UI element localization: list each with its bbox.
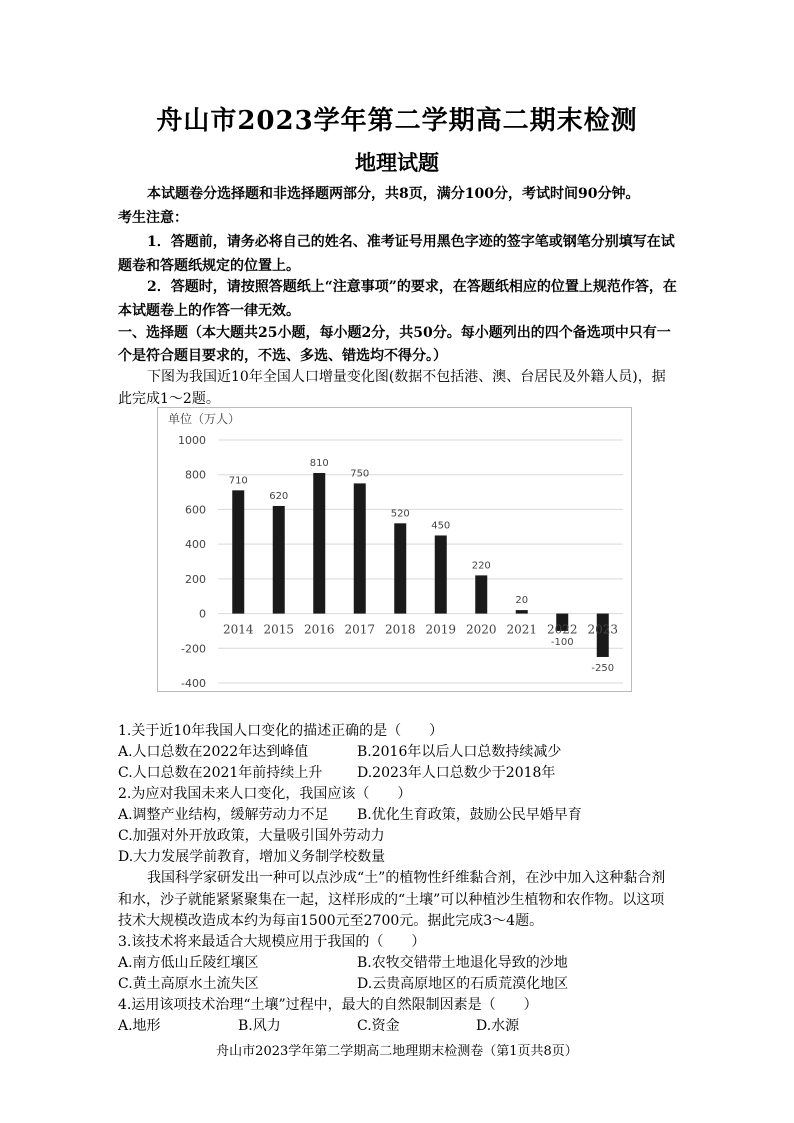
value-label: 710 — [228, 475, 248, 487]
x-tick-label: 2016 — [303, 622, 335, 637]
value-label: 220 — [471, 560, 491, 572]
value-label: -100 — [550, 636, 574, 648]
question-4: 4.运用该项技术治理“土壤”过程中，最大的自然限制因素是（ ） — [118, 997, 538, 1013]
y-tick-label: 400 — [185, 538, 206, 552]
y-tick-label: -200 — [181, 642, 206, 656]
q4-option-b: B.风力 — [238, 1018, 281, 1034]
q3-option-d: D.云贵高原地区的石质荒漠化地区 — [357, 976, 569, 992]
bar — [273, 506, 285, 614]
q2-option-d: D.大力发展学前教育，增加义务制学校数量 — [118, 849, 386, 865]
page-footer: 舟山市2023学年第二学期高二地理期末检测卷（第1页共8页） — [216, 1044, 578, 1059]
q1-option-a: A.人口总数在2022年达到峰值 — [118, 744, 309, 760]
x-tick-label: 2019 — [425, 622, 457, 637]
notice-1-line-1: 1．答题前，请务必将自己的姓名、准考证号用黑色字迹的签字笔或钢笔分别填写在试 — [147, 234, 675, 250]
x-tick-label: 2022 — [546, 622, 578, 637]
q4-option-d: D.水源 — [476, 1018, 520, 1034]
y-tick-label: 800 — [185, 468, 206, 482]
bar — [313, 473, 325, 614]
lead-2-line-2: 和水，沙子就能紧紧聚集在一起，这样形成的“土壤”可以种植沙生植物和农作物。以这项 — [118, 892, 665, 908]
q2-option-c: C.加强对外开放政策，大量吸引国外劳动力 — [118, 828, 385, 844]
bar — [354, 483, 366, 613]
value-label: 520 — [390, 508, 410, 520]
bar — [475, 575, 487, 613]
chart-unit-label: 单位（万人） — [168, 412, 241, 426]
notice-heading: 考生注意： — [118, 210, 188, 226]
lead-1-line-2: 此完成1～2题。 — [118, 391, 220, 407]
x-tick-label: 2015 — [263, 622, 295, 637]
lead-1-line-1: 下图为我国近10年全国人口增量变化图(数据不包括港、澳、台居民及外籍人员)，据 — [147, 369, 666, 385]
value-label: 620 — [269, 490, 289, 502]
population-increase-chart-svg — [158, 408, 631, 691]
value-label: 810 — [309, 457, 329, 469]
y-tick-label: 0 — [199, 607, 206, 621]
exam-subtitle: 地理试题 — [355, 150, 439, 175]
bar — [435, 535, 447, 613]
q2-option-b: B.优化生育政策，鼓励公民早婚早育 — [357, 807, 582, 823]
notice-2-line-1: 2．答题时，请按照答题纸上“注意事项”的要求，在答题纸相应的位置上规范作答，在 — [147, 279, 677, 295]
y-tick-label: 1000 — [178, 434, 206, 447]
y-tick-label: -400 — [181, 677, 206, 690]
q4-option-c: C.资金 — [357, 1018, 400, 1034]
q1-option-d: D.2023年人口总数少于2018年 — [357, 765, 556, 781]
q4-option-a: A.地形 — [118, 1018, 161, 1034]
value-label: -250 — [591, 662, 615, 674]
bar — [232, 490, 244, 613]
question-2: 2.为应对我国未来人口变化，我国应该（ ） — [118, 786, 412, 802]
section-1-heading-line-2: 个是符合题目要求的，不选、多选、错选均不得分。） — [118, 348, 447, 364]
x-tick-label: 2014 — [222, 622, 254, 637]
intro-text: 本试题卷分选择题和非选择题两部分，共8页，满分100分，考试时间90分钟。 — [147, 186, 640, 202]
value-label: 20 — [515, 595, 529, 607]
notice-2-line-2: 本试题卷上的作答一律无效。 — [118, 303, 300, 319]
lead-2-line-1: 我国科学家研发出一种可以点沙成“土”的植物性纤维黏合剂，在沙中加入这种黏合剂 — [147, 870, 666, 886]
bar — [394, 523, 406, 613]
section-1-heading-line-1: 一、选择题（本大题共25小题，每小题2分，共50分。每小题列出的四个备选项中只有一 — [118, 325, 671, 341]
x-tick-label: 2021 — [506, 622, 538, 637]
notice-1-line-2: 题卷和答题纸规定的位置上。 — [118, 258, 300, 274]
x-tick-label: 2018 — [384, 622, 416, 637]
y-tick-label: 200 — [185, 572, 206, 586]
q3-option-a: A.南方低山丘陵红壤区 — [118, 955, 259, 971]
question-1: 1.关于近10年我国人口变化的描述正确的是（ ） — [118, 723, 444, 739]
q2-option-a: A.调整产业结构，缓解劳动力不足 — [118, 807, 329, 823]
q3-option-b: B.农牧交错带土地退化导致的沙地 — [357, 955, 568, 971]
value-label: 750 — [350, 468, 370, 480]
q3-option-c: C.黄土高原水土流失区 — [118, 976, 259, 992]
q1-option-b: B.2016年以后人口总数持续减少 — [357, 744, 562, 760]
population-increase-chart — [157, 407, 632, 692]
bar — [516, 610, 528, 613]
x-tick-label: 2017 — [344, 622, 376, 637]
value-label: 450 — [431, 520, 451, 532]
x-tick-label: 2023 — [587, 622, 619, 637]
lead-2-line-3: 技术大规模改造成本约为每亩1500元至2700元。据此完成3～4题。 — [118, 913, 544, 929]
x-tick-label: 2020 — [465, 622, 497, 637]
y-tick-label: 600 — [185, 503, 206, 517]
q1-option-c: C.人口总数在2021年前持续上升 — [118, 765, 323, 781]
exam-title: 舟山市2023学年第二学期高二期末检测 — [156, 106, 638, 136]
question-3: 3.该技术将来最适合大规模应用于我国的（ ） — [118, 934, 426, 950]
